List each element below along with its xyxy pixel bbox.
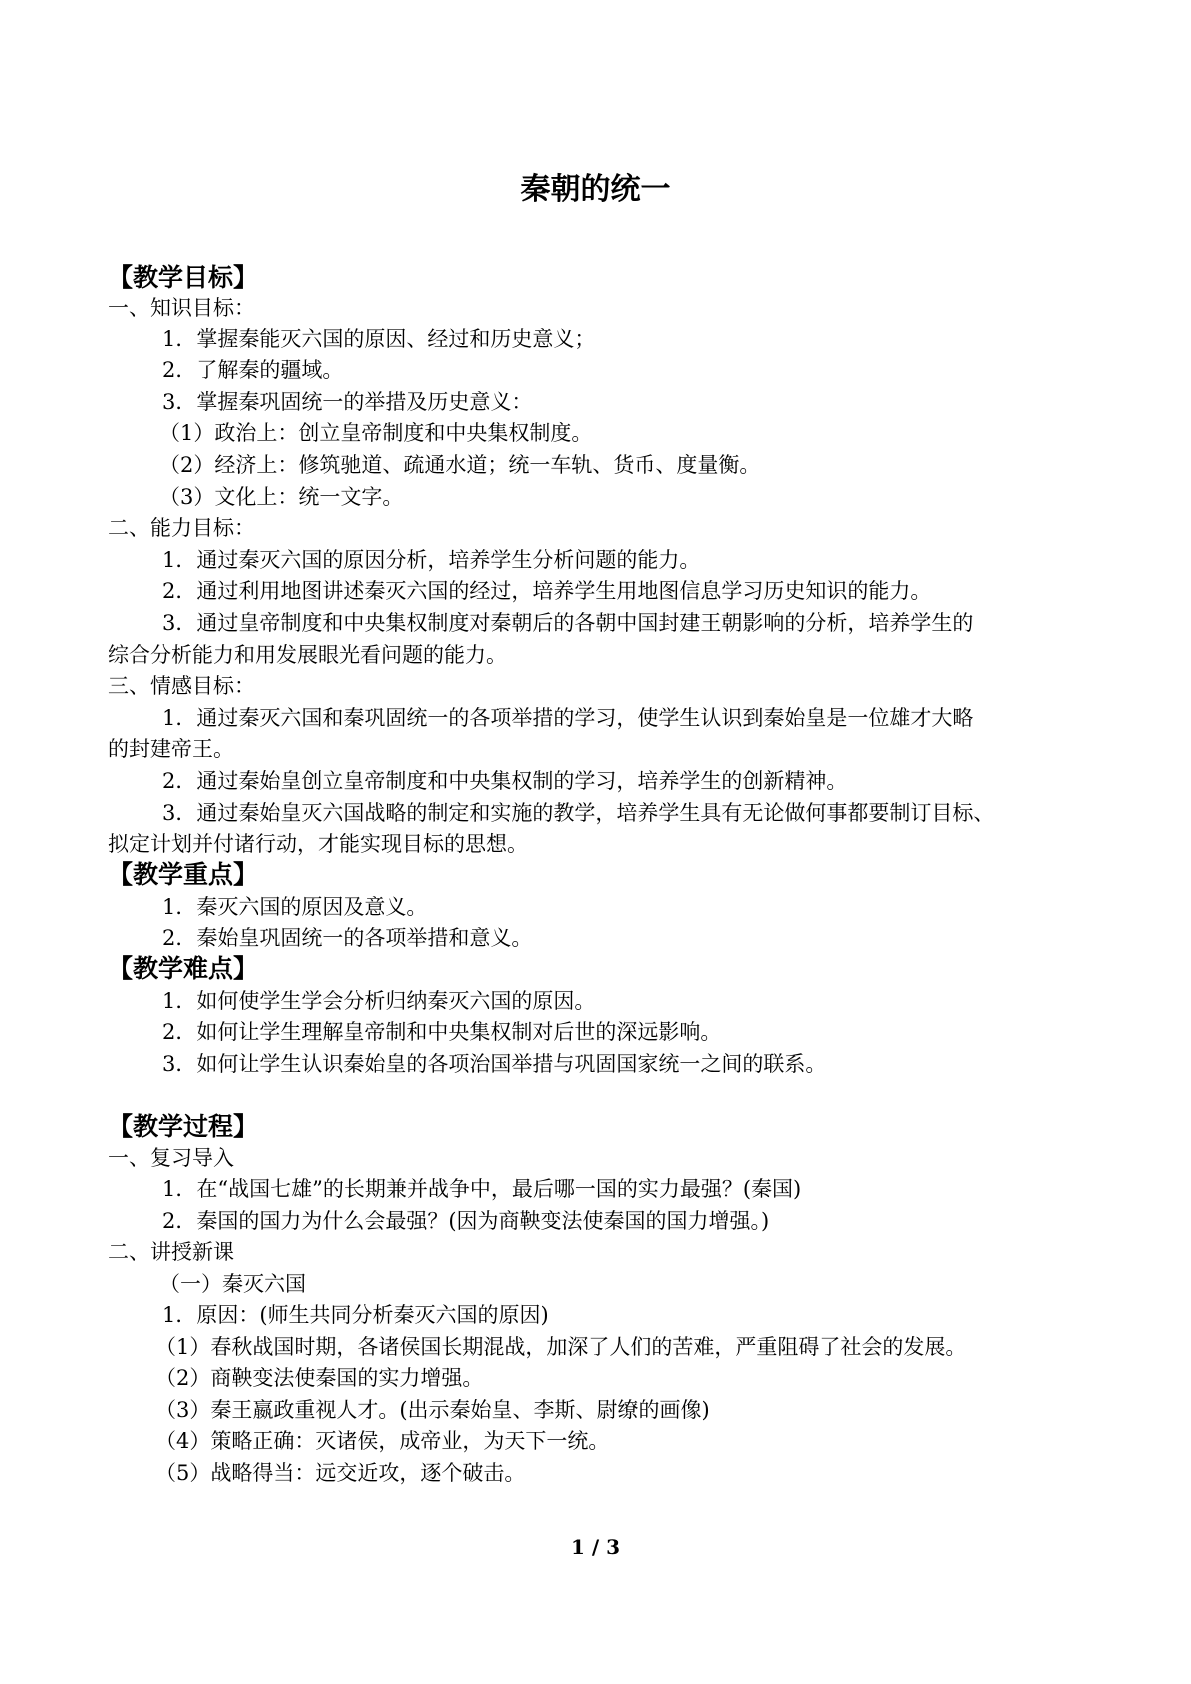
cause-item: （5）战略得当：远交近攻，逐个破击。	[155, 1461, 526, 1485]
emotion-goals-label: 三、情感目标：	[108, 674, 255, 698]
section-heading-key-points: 【教学重点】	[108, 860, 259, 889]
key-point-item: 2．秦始皇巩固统一的各项举措和意义。	[162, 926, 533, 950]
difficulty-item: 1．如何使学生学会分析归纳秦灭六国的原因。	[162, 989, 596, 1013]
knowledge-goal-item: 3．掌握秦巩固统一的举措及历史意义：	[162, 390, 533, 414]
ability-goal-item-continued: 综合分析能力和用发展眼光看问题的能力。	[108, 643, 507, 667]
emotion-goal-item-continued: 拟定计划并付诸行动，才能实现目标的思想。	[108, 832, 528, 856]
knowledge-goal-item: 2．了解秦的疆域。	[162, 358, 344, 382]
difficulty-item: 2．如何让学生理解皇帝制和中央集权制对后世的深远影响。	[162, 1020, 722, 1044]
emotion-goal-item: 3．通过秦始皇灭六国战略的制定和实施的教学，培养学生具有无论做何事都要制订目标、	[162, 801, 995, 825]
knowledge-goal-item: （2）经济上：修筑驰道、疏通水道；统一车轨、货币、度量衡。	[159, 453, 761, 477]
difficulty-item: 3．如何让学生认识秦始皇的各项治国举措与巩固国家统一之间的联系。	[162, 1052, 827, 1076]
review-item: 1．在“战国七雄”的长期兼并战争中，最后哪一国的实力最强？(秦国)	[162, 1177, 802, 1201]
key-point-item: 1．秦灭六国的原因及意义。	[162, 895, 428, 919]
knowledge-goals-label: 一、知识目标：	[108, 296, 255, 320]
section-heading-process: 【教学过程】	[108, 1112, 259, 1141]
emotion-goal-item: 1．通过秦灭六国和秦巩固统一的各项举措的学习，使学生认识到秦始皇是一位雄才大略	[162, 706, 974, 730]
review-label: 一、复习导入	[108, 1146, 234, 1170]
review-item: 2．秦国的国力为什么会最强？(因为商鞅变法使秦国的国力增强。)	[162, 1209, 770, 1233]
cause-item: （3）秦王嬴政重视人才。(出示秦始皇、李斯、尉缭的画像)	[155, 1398, 710, 1422]
new-lesson-label: 二、讲授新课	[108, 1240, 234, 1264]
document-title: 秦朝的统一	[520, 172, 671, 207]
cause-item: （1）春秋战国时期，各诸侯国长期混战，加深了人们的苦难，严重阻碍了社会的发展。	[155, 1335, 967, 1359]
ability-goal-item: 3．通过皇帝制度和中央集权制度对秦朝后的各朝中国封建王朝影响的分析，培养学生的	[162, 611, 974, 635]
ability-goal-item: 1．通过秦灭六国的原因分析，培养学生分析问题的能力。	[162, 548, 701, 572]
knowledge-goal-item: （3）文化上：统一文字。	[159, 485, 404, 509]
subsection-title: （一）秦灭六国	[159, 1272, 306, 1296]
emotion-goal-item-continued: 的封建帝王。	[108, 737, 234, 761]
cause-item: （2）商鞅变法使秦国的实力增强。	[155, 1366, 484, 1390]
knowledge-goal-item: 1．掌握秦能灭六国的原因、经过和历史意义；	[162, 327, 596, 351]
emotion-goal-item: 2．通过秦始皇创立皇帝制度和中央集权制的学习，培养学生的创新精神。	[162, 769, 848, 793]
cause-item: （4）策略正确：灭诸侯，成帝业，为天下一统。	[155, 1429, 610, 1453]
knowledge-goal-item: （1）政治上：创立皇帝制度和中央集权制度。	[159, 421, 593, 445]
page-number: 1 / 3	[570, 1535, 621, 1559]
cause-label: 1．原因：(师生共同分析秦灭六国的原因)	[162, 1303, 549, 1327]
ability-goals-label: 二、能力目标：	[108, 516, 255, 540]
section-heading-difficulties: 【教学难点】	[108, 954, 259, 983]
ability-goal-item: 2．通过利用地图讲述秦灭六国的经过，培养学生用地图信息学习历史知识的能力。	[162, 579, 932, 603]
section-heading-goals: 【教学目标】	[108, 263, 259, 292]
